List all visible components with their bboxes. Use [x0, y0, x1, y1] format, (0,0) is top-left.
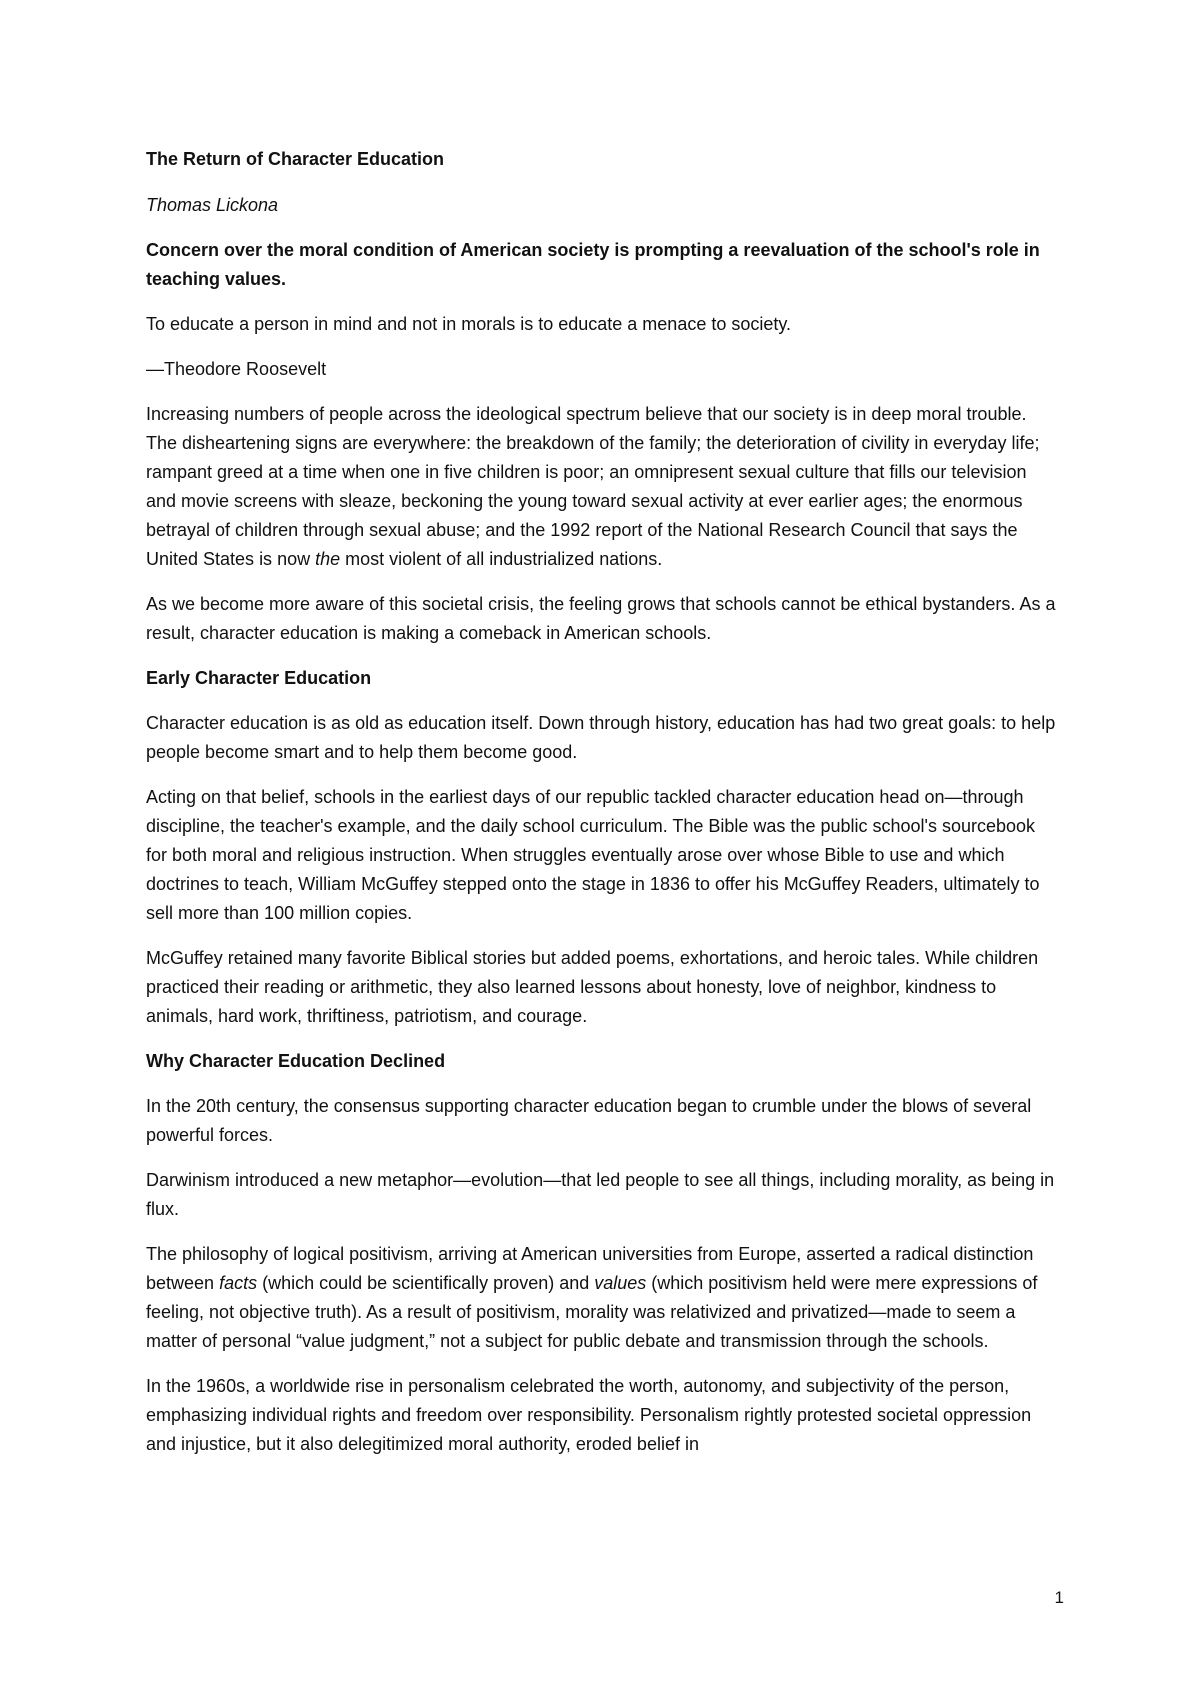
section-heading-early: Early Character Education — [146, 668, 372, 688]
decline-paragraph-3-emphasis-facts: facts — [219, 1273, 258, 1293]
author-name: Thomas Lickona — [146, 195, 279, 215]
early-paragraph-3: McGuffey retained many favorite Biblical stories but added poems, exhortations, and heroic tales. While children practiced their reading or arithmetic, they also learned lessons about honesty, love of neighbor, kindness to animals, hard work, thriftiness, patriotism, and courage. — [146, 948, 1039, 1026]
decline-paragraph-3-text-b: (which could be scientifically proven) and — [257, 1273, 595, 1293]
intro-paragraph-1-text-a: Increasing numbers of people across the ideological spectrum believe that our society is in deep moral trouble. The disheartening signs are everywhere: the breakdown of the family; the deterioration of civility in everyday life; rampant greed at a time when one in five children is poor; an omnipresent sexual culture that fills our television and movie screens with sleaze, beckoning the young toward sexual activity at ever earlier ages; the enormous betrayal of children through sexual abuse; and the 1992 report of the National Research Council that says the United States is now — [146, 404, 1040, 569]
decline-paragraph-3-text-a: The philosophy of logical positivism, arriving at American universities from Europe, asserted a radical distinction between — [146, 1244, 1034, 1293]
page-number: 1 — [1054, 1588, 1064, 1607]
early-paragraph-1: Character education is as old as education itself. Down through history, education has had two great goals: to help people become smart and to help them become good. — [146, 713, 1056, 762]
intro-paragraph-2: As we become more aware of this societal crisis, the feeling grows that schools cannot be ethical bystanders. As a result, character education is making a comeback in American schools. — [146, 594, 1056, 643]
document-body — [146, 145, 1061, 1475]
intro-paragraph-1-emphasis: the — [315, 549, 341, 569]
section-heading-decline: Why Character Education Declined — [146, 1051, 446, 1071]
decline-paragraph-1: In the 20th century, the consensus supporting character education began to crumble under the blows of several powerful forces. — [146, 1096, 1032, 1145]
epigraph-quote: To educate a person in mind and not in morals is to educate a menace to society. — [146, 314, 792, 334]
document-title: The Return of Character Education — [146, 149, 445, 169]
decline-paragraph-3 — [146, 1240, 1061, 1356]
article-deck: Concern over the moral condition of American society is prompting a reevaluation of the school's role in teaching values. — [146, 240, 1040, 289]
epigraph-attribution: —Theodore Roosevelt — [146, 359, 327, 379]
decline-paragraph-3-emphasis-values: values — [594, 1273, 647, 1293]
intro-paragraph-1-text-b: most violent of all industrialized nations. — [340, 549, 663, 569]
intro-paragraph-1 — [146, 400, 1061, 574]
decline-paragraph-4: In the 1960s, a worldwide rise in personalism celebrated the worth, autonomy, and subjectivity of the person, emphasizing individual rights and freedom over responsibility. Personalism rightly protested societal oppression and injustice, but it also delegitimized moral authority, eroded belief in — [146, 1376, 1032, 1454]
decline-paragraph-3-text-c: (which positivism held were mere expressions of feeling, not objective truth). As a result of positivism, morality was relativized and privatized—made to seem a matter of personal “value judgment,” not a subject for public debate and transmission through the schools. — [146, 1273, 1038, 1351]
decline-paragraph-2: Darwinism introduced a new metaphor—evolution—that led people to see all things, including morality, as being in flux. — [146, 1170, 1055, 1219]
early-paragraph-2: Acting on that belief, schools in the earliest days of our republic tackled character education head on—through discipline, the teacher's example, and the daily school curriculum. The Bible was the public school's sourcebook for both moral and religious instruction. When struggles eventually arose over whose Bible to use and which doctrines to teach, William McGuffey stepped onto the stage in 1836 to offer his McGuffey Readers, ultimately to sell more than 100 million copies. — [146, 787, 1040, 923]
